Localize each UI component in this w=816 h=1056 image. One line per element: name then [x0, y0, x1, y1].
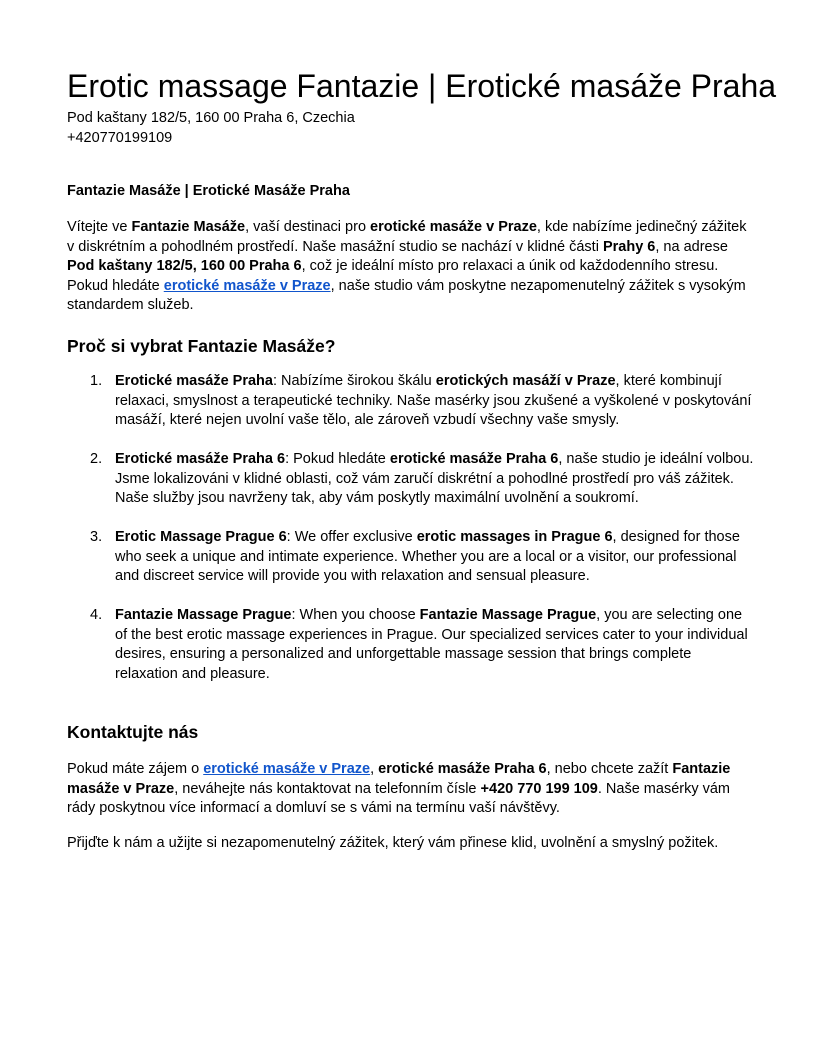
list-item: 1. Erotické masáže Praha: Nabízíme širokou škálu erotických masáží v Praze, které kombinují relaxaci, smyslnost a terapeutické techniky. Naše masérky jsou zkušené a vyškolené v poskytování masáží, které nejen uvolní vaše tělo, ale zároveň vzbudí všechny vaše smysly.	[90, 373, 752, 428]
intro-section	[67, 182, 752, 202]
intro-link-erotic-massage[interactable]: erotické masáže v Praze	[163, 277, 331, 294]
page-title: Erotic massage Fantazie | Erotické masáže Praha	[67, 68, 777, 104]
phone-line: +420770199109	[67, 130, 173, 146]
intro-paragraph-block	[67, 218, 752, 316]
business-contact-info	[67, 108, 355, 148]
list-item: 4. Fantazie Massage Prague: When you choose Fantazie Massage Prague, you are selecting one of the best erotic massage experiences in Prague. Our specialized services cater to your individual desires, ensuring a personalized and unforgettable massage session that brings complete relaxation and pleasure.	[90, 607, 748, 682]
why-heading: Proč si vybrat Fantazie Masáže?	[67, 336, 336, 356]
list-item: 2. Erotické masáže Praha 6: Pokud hledáte erotické masáže Praha 6, naše studio je ideální volbou. Jsme lokalizováni v klidné oblasti, což vám zaručí diskrétní a pohodlné prostředí pro váš zážitek. Naše služby jsou navrženy tak, aby vám poskytly maximální uvolnění a soukromí.	[90, 451, 754, 506]
intro-heading: Fantazie Masáže | Erotické Masáže Praha	[67, 183, 350, 199]
contact-link-erotic-massage[interactable]: erotické masáže v Praze	[203, 761, 371, 777]
list-item: 3. Erotic Massage Prague 6: We offer exclusive erotic massages in Prague 6, designed for those who seek a unique and intimate experience. Whether you are a local or a visitor, our professional and discreet service will provide you with relaxation and sensual pleasure.	[90, 529, 740, 584]
closing-block	[67, 834, 752, 854]
closing-paragraph: Přijďte k nám a užijte si nezapomenutelný zážitek, který vám přinese klid, uvolnění a smyslný požitek.	[67, 835, 719, 851]
contact-paragraph-block	[67, 760, 752, 819]
address-line: Pod kaštany 182/5, 160 00 Praha 6, Czechia	[67, 110, 355, 126]
reasons-list	[67, 372, 755, 704]
intro-paragraph: Vítejte ve Fantazie Masáže, vaší destinaci pro erotické masáže v Praze, kde nabízíme jedinečný zážitek v diskrétním a pohodlném prostředí. Naše masážní studio se nachází v klidné části Prahy 6, na adrese Pod kaštany 182/5, 160 00 Praha 6, což je ideální místo pro relaxaci a únik od každodenního stresu. Pokud hledáte erotické masáže v Praze, naše studio vám poskytne nezapomenutelný zážitek s vysokým standardem služeb.	[67, 219, 747, 313]
contact-heading: Kontaktujte nás	[67, 722, 199, 742]
contact-paragraph: Pokud máte zájem o erotické masáže v Praze, erotické masáže Praha 6, nebo chcete zažít Fantazie masáže v Praze, neváhejte nás kontaktovat na telefonním čísle +420 770 199 109. Naše masérky vám rády poskytnou více informací a domluví se s vámi na termínu vaší návštěvy.	[67, 761, 731, 816]
